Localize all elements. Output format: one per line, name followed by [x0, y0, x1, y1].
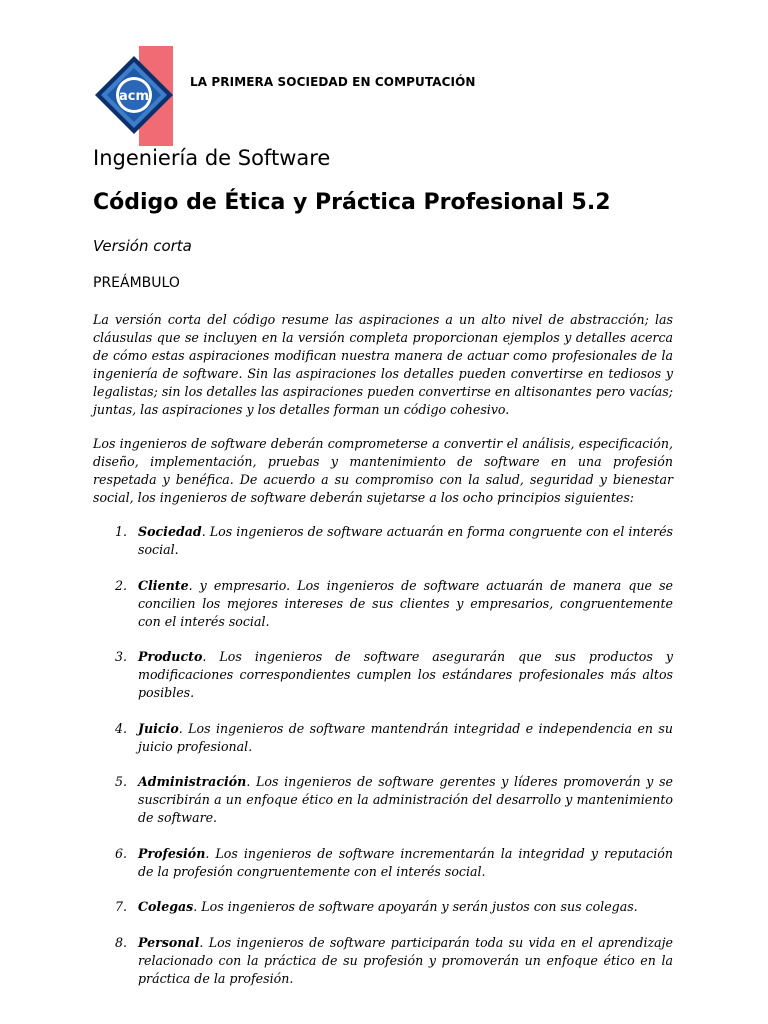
- principle-term: Sociedad: [138, 524, 202, 539]
- principle-text: . Los ingenieros de software apoyarán y serán justos con sus colegas.: [193, 899, 638, 914]
- logo-text: acm: [118, 89, 150, 104]
- principle-term: Colegas: [138, 899, 194, 914]
- principle-item: [110, 898, 673, 916]
- principle-item: [110, 934, 673, 988]
- principle-term: Cliente: [138, 577, 189, 593]
- code-title: Código de Ética y Práctica Profesional 5.2: [93, 190, 611, 215]
- preamble-paragraph-2: Los ingenieros de software deberán comprometerse a convertir el análisis, especificación, diseño, implementación, pruebas y mantenimiento de software en una profesión respetada y benéfica. De acuerdo a su compromiso con la salud, seguridad y bienestar social, los ingenieros de software deberán sujetarse a los ocho principios siguientes:: [93, 436, 673, 505]
- principle-number: 5.: [115, 774, 128, 789]
- principle-item: [110, 523, 673, 559]
- document-title: Ingeniería de Software: [93, 146, 331, 170]
- principle-term: Profesión: [138, 845, 206, 861]
- principle-text: . Los ingenieros de software asegurarán que sus productos y modificaciones correspondientes cumplen los estándares profesionales más altos posibles.: [138, 649, 673, 700]
- principles-list: [110, 523, 673, 1005]
- principle-item: [110, 773, 673, 827]
- principle-number: 7.: [115, 899, 128, 914]
- section-heading: PREÁMBULO: [93, 275, 180, 291]
- principle-text: . Los ingenieros de software actuarán en forma congruente con el interés social.: [138, 524, 673, 557]
- principle-item: [110, 720, 673, 756]
- preamble-paragraph-1: La versión corta del código resume las aspiraciones a un alto nivel de abstracción; las cláusulas que se incluyen en la versión completa proporcionan ejemplos y detalles acerca de cómo estas aspiraciones modifican nuestra manera de actuar como profesionales de la ingeniería de software. Sin las aspiraciones los detalles pueden convertirse en tediosos y legalistas; sin los detalles las aspiraciones pueden convertirse en altisonantes pero vacías; juntas, las aspiraciones y los detalles forman un código cohesivo.: [93, 312, 673, 417]
- principle-text: . Los ingenieros de software incrementarán la integridad y reputación de la profesión congruentemente con el interés social.: [138, 845, 673, 879]
- principle-term: Juicio: [138, 720, 179, 736]
- tagline: LA PRIMERA SOCIEDAD EN COMPUTACIÓN: [190, 75, 476, 89]
- principle-term: Producto: [138, 649, 203, 664]
- principle-term: Personal: [138, 934, 200, 950]
- principle-number: 2.: [115, 577, 128, 593]
- principle-number: 1.: [115, 524, 128, 539]
- principle-number: 4.: [115, 720, 128, 736]
- principle-text: . Los ingenieros de software participarán toda su vida en el aprendizaje relacionado con la práctica de su profesión y promoverán un enfoque ético en la práctica de la profesión.: [138, 934, 673, 986]
- principle-term: Administración: [138, 774, 247, 789]
- principle-number: 3.: [115, 649, 128, 664]
- version-subtitle: Versión corta: [93, 237, 192, 255]
- acm-logo: [93, 54, 175, 136]
- principle-item: [110, 648, 673, 702]
- principle-item: [110, 577, 673, 631]
- principle-text: . y empresario. Los ingenieros de software actuarán de manera que se concilien los mejores intereses de sus clientes y empresarios, congruentemente con el interés social.: [138, 577, 673, 629]
- principle-item: [110, 845, 673, 881]
- principle-number: 6.: [115, 845, 128, 861]
- principle-text: . Los ingenieros de software gerentes y líderes promoverán y se suscribirán a un enfoque ético en la administración del desarrollo y mantenimiento de software.: [138, 774, 673, 825]
- principle-text: . Los ingenieros de software mantendrán integridad e independencia en su juicio profesional.: [138, 720, 673, 754]
- principle-number: 8.: [115, 934, 128, 950]
